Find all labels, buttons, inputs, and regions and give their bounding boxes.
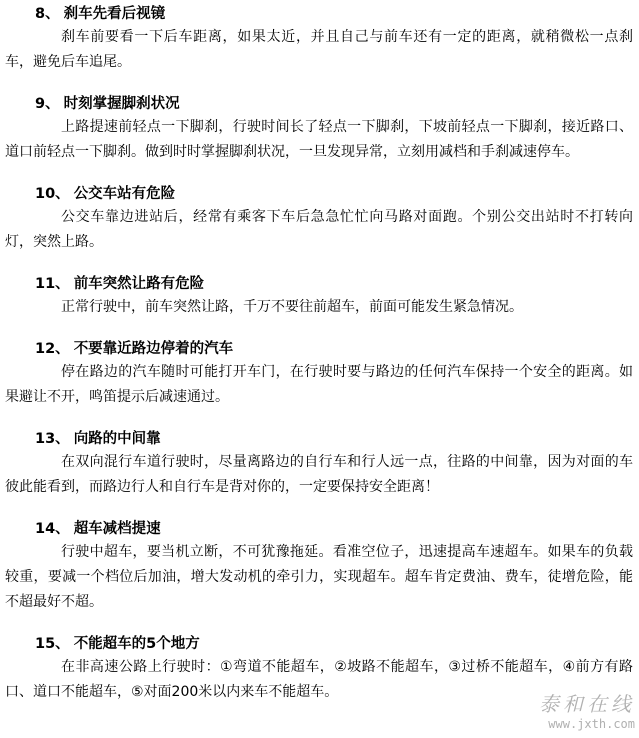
- section-body: 公交车靠边进站后，经常有乘客下车后急急忙忙向马路对面跑。个别公交出站时不打转向灯，突然上路。: [5, 209, 633, 250]
- section-body: 正常行驶中，前车突然让路，千万不要往前超车，前面可能发生紧急情况。: [61, 299, 523, 315]
- section-heading: [5, 273, 633, 295]
- section-body: 上路提速前轻点一下脚刹，行驶时间长了轻点一下脚刹，下坡前轻点一下脚刹，接近路口、道口前轻点一下脚刹。做到时时掌握脚刹状况，一旦发现异常，立刻用减档和手刹减速停车。: [5, 119, 633, 160]
- section-title: 向路的中间靠: [73, 431, 161, 447]
- section-title: 刹车先看后视镜: [63, 6, 166, 22]
- section-title: 不要靠近路边停着的汽车: [73, 341, 234, 357]
- section-body: 在双向混行车道行驶时，尽量离路边的自行车和行人远一点，往路的中间靠，因为对面的车彼此能看到，而路边行人和自行车是背对你的，一定要保持安全距离！: [5, 454, 633, 495]
- section-number: 12、: [35, 341, 70, 357]
- section-9: [5, 93, 633, 165]
- section-title: 前车突然让路有危险: [73, 276, 205, 292]
- section-8: [5, 3, 633, 75]
- section-title: 不能超车的5个地方: [73, 636, 200, 652]
- section-14: [5, 518, 633, 615]
- section-body: 刹车前要看一下后车距离，如果太近，并且自己与前车还有一定的距离，就稍微松一点刹车，避免后车追尾。: [5, 29, 633, 70]
- section-title: 公交车站有危险: [73, 186, 176, 202]
- watermark-url: www.jxth.com: [548, 717, 635, 731]
- section-number: 11、: [35, 276, 70, 292]
- section-body: 行驶中超车，要当机立断，不可犹豫拖延。看准空位子，迅速提高车速超车。如果车的负载较重，要减一个档位后加油，增大发动机的牵引力，实现超车。超车肯定费油、费车，徒增危险，能不超最好不超。: [5, 544, 633, 610]
- section-heading: [5, 3, 633, 25]
- section-number: 15、: [35, 636, 70, 652]
- section-heading: [5, 518, 633, 540]
- section-number: 10、: [35, 186, 70, 202]
- section-10: [5, 183, 633, 255]
- section-title: 超车减档提速: [73, 521, 161, 537]
- section-number: 14、: [35, 521, 70, 537]
- section-12: [5, 338, 633, 410]
- section-heading: [5, 428, 633, 450]
- watermark-text: 泰和在线: [539, 692, 635, 716]
- section-number: 8、: [35, 6, 60, 22]
- section-heading: [5, 338, 633, 360]
- section-heading: [5, 633, 633, 655]
- section-number: 9、: [35, 96, 60, 112]
- section-body: 在非高速公路上行驶时：①弯道不能超车，②坡路不能超车，③过桥不能超车，④前方有路口、道口不能超车，⑤对面200米以内来车不能超车。: [5, 659, 633, 700]
- section-13: [5, 428, 633, 500]
- section-11: [5, 273, 633, 320]
- section-heading: [5, 183, 633, 205]
- section-15: [5, 633, 633, 705]
- section-number: 13、: [35, 431, 70, 447]
- section-body: 停在路边的汽车随时可能打开车门，在行驶时要与路边的任何汽车保持一个安全的距离。如果避让不开，鸣笛提示后减速通过。: [5, 364, 633, 405]
- section-heading: [5, 93, 633, 115]
- section-title: 时刻掌握脚刹状况: [63, 96, 180, 112]
